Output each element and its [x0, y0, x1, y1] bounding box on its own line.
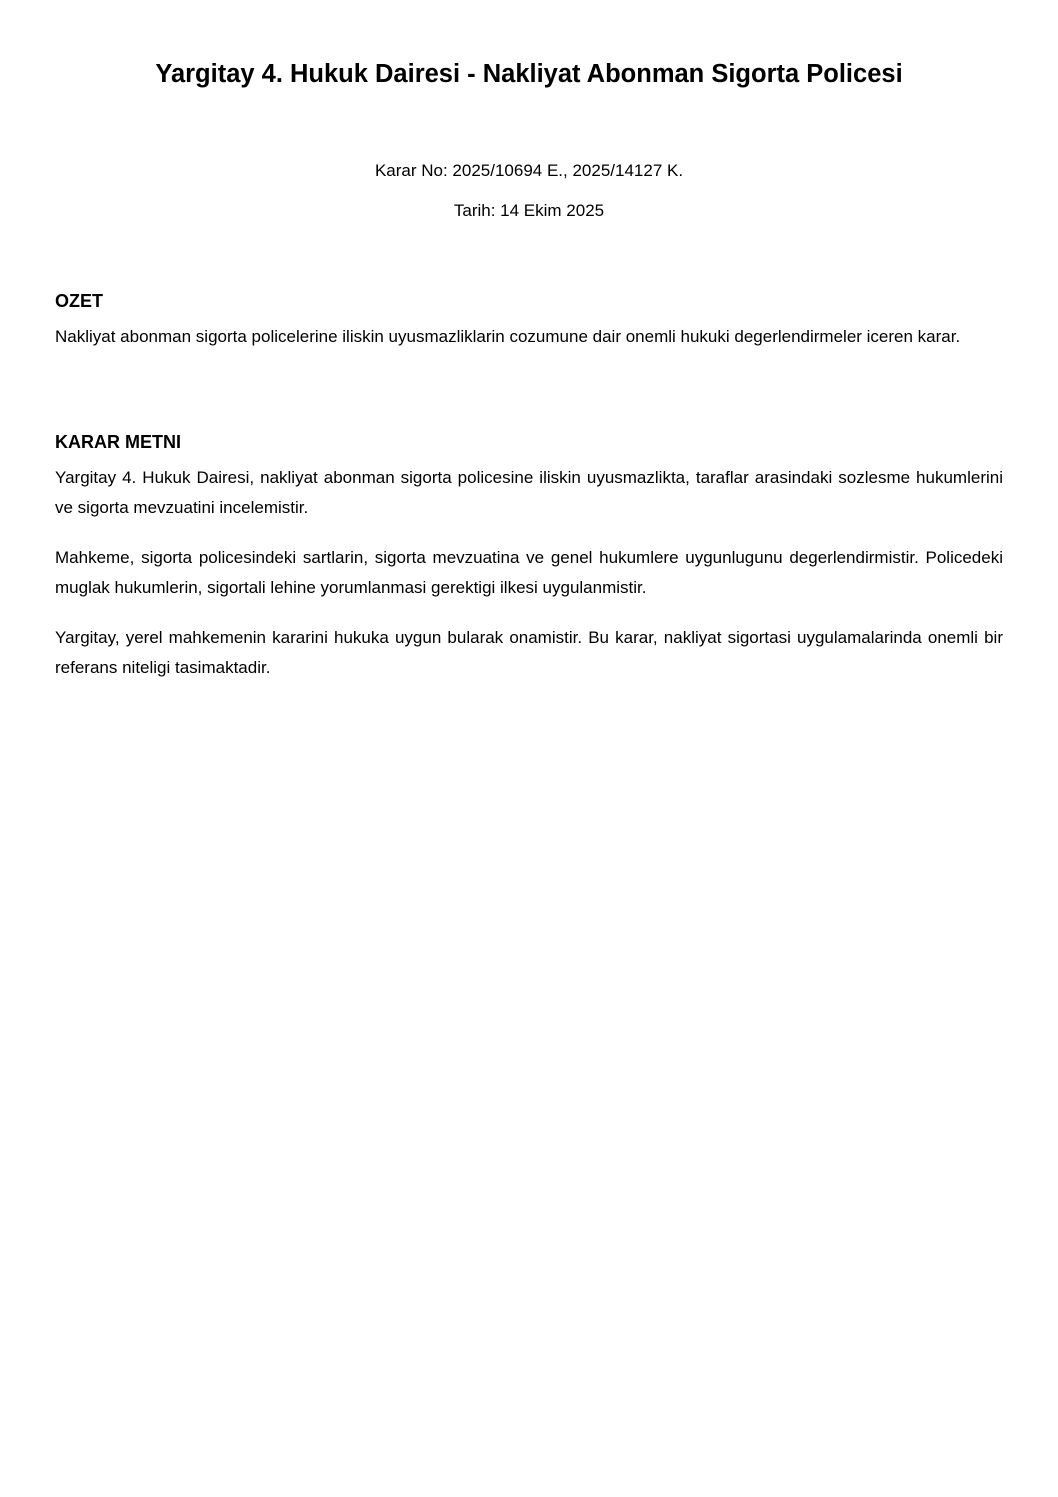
summary-heading: OZET: [55, 291, 103, 311]
decision-date: Tarih: 14 Ekim 2025: [453, 201, 605, 220]
summary-paragraph: Nakliyat abonman sigorta policelerine iliskin uyusmazliklarin cozumune dair onemli hukuki degerlendirmeler iceren karar.: [55, 327, 961, 346]
decision-paragraph: Yargitay, yerel mahkemenin kararini hukuka uygun bularak onamistir. Bu karar, nakliyat sigortasi uygulamalarinda onemli bir referans niteligi tasimaktadir.: [55, 628, 1003, 677]
document-title: Yargitay 4. Hukuk Dairesi - Nakliyat Abonman Sigorta Policesi: [155, 60, 903, 88]
decision-text-section: [55, 429, 1003, 703]
decision-text-heading: KARAR METNI: [55, 432, 181, 452]
summary-section: [55, 288, 1003, 372]
karar-number: Karar No: 2025/10694 E., 2025/14127 K.: [374, 161, 684, 180]
decision-paragraph: Yargitay 4. Hukuk Dairesi, nakliyat abonman sigorta policesine iliskin uyusmazlikta, taraflar arasindaki sozlesme hukumlerini ve sigorta mevzuatini incelemistir.: [55, 468, 1003, 517]
decision-paragraph: Mahkeme, sigorta policesindeki sartlarin, sigorta mevzuatina ve genel hukumlere uygunlugunu degerlendirmistir. Policedeki muglak hukumlerin, sigortali lehine yorumlanmasi gerektigi ilkesi uygulanmistir.: [55, 548, 1003, 597]
